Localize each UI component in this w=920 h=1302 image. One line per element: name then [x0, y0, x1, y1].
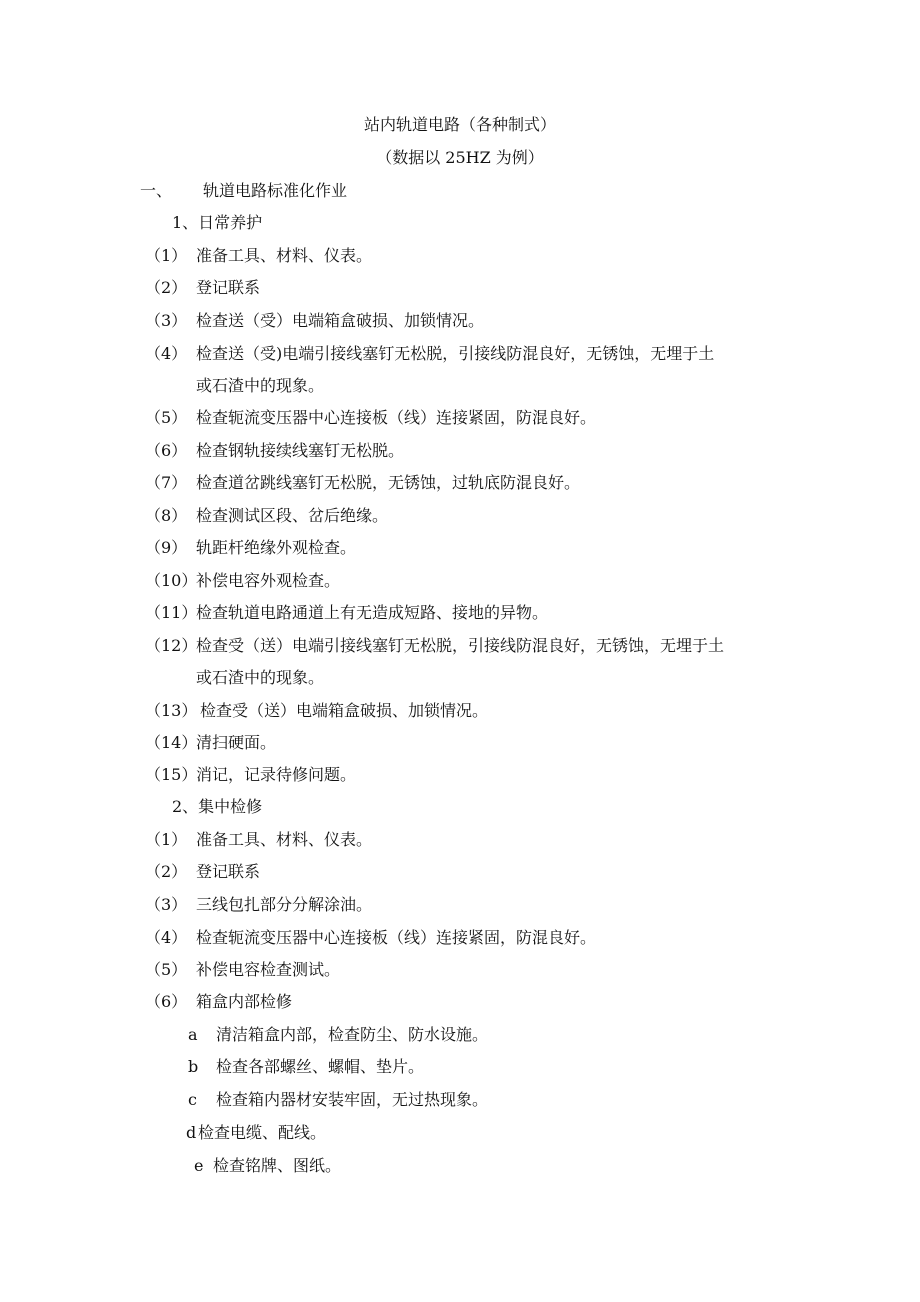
list-item-text: 补偿电容外观检查。 — [196, 571, 341, 590]
list-item-number: （15） — [145, 765, 198, 784]
list-item-number: （3） — [145, 895, 188, 914]
list-item-text: 检查受（送）电端引接线塞钉无松脱，引接线防混良好，无锈蚀，无埋于土 — [196, 636, 725, 655]
list-item-text: 检查受（送）电端箱盒破损、加锁情况。 — [200, 701, 489, 720]
list-item-text: 登记联系 — [196, 862, 261, 881]
list-item-text: 补偿电容检查测试。 — [196, 960, 341, 979]
list-item-number: （11） — [145, 603, 198, 622]
list-item-text: 检查钢轨接续线塞钉无松脱。 — [196, 441, 405, 460]
list-item-text: 检查道岔跳线塞钉无松脱，无锈蚀，过轨底防混良好。 — [196, 473, 581, 492]
list-item-number: （6） — [145, 992, 188, 1011]
list-item-number: （4） — [145, 928, 188, 947]
sub-item-text: 检查电缆、配线。 — [198, 1123, 327, 1142]
list-item-number: （3） — [145, 311, 188, 330]
section-heading: 轨道电路标准化作业 — [203, 181, 348, 200]
list-item-text: 检查轨道电路通道上有无造成短路、接地的异物。 — [196, 603, 549, 622]
list-item-continuation: 或石渣中的现象。 — [196, 668, 325, 687]
list-item-continuation: 或石渣中的现象。 — [196, 376, 325, 395]
sub-item-letter: d — [186, 1123, 197, 1142]
list-item-number: （14） — [145, 733, 198, 752]
list-item-number: （7） — [145, 473, 188, 492]
list-item-number: （10） — [145, 571, 198, 590]
sub-item-text: 检查箱内器材安装牢固，无过热现象。 — [216, 1090, 489, 1109]
list-item-text: 检查送（受）电端箱盒破损、加锁情况。 — [196, 311, 485, 330]
list-item-text: 检查测试区段、岔后绝缘。 — [196, 506, 389, 525]
list-item-number: （13） — [145, 701, 198, 720]
list-item-text: 箱盒内部检修 — [196, 992, 293, 1011]
sub-item-letter: e — [194, 1156, 204, 1175]
sub-item-text: 检查各部螺丝、螺帽、垫片。 — [216, 1057, 425, 1076]
list-item-number: （4） — [145, 344, 188, 363]
list-item-number: （9） — [145, 538, 188, 557]
list-item-text: 轨距杆绝缘外观检查。 — [196, 538, 357, 557]
list-item-text: 检查轭流变压器中心连接板（线）连接紧固，防混良好。 — [196, 928, 597, 947]
list-item-number: （2） — [145, 862, 188, 881]
list-item-number: （2） — [145, 278, 188, 297]
list-item-number: （12） — [145, 636, 198, 655]
sub-item-letter: b — [188, 1057, 199, 1076]
sub-item-text: 清洁箱盒内部，检查防尘、防水设施。 — [216, 1025, 489, 1044]
sub-item-letter: c — [188, 1090, 197, 1109]
list-item-number: （6） — [145, 441, 188, 460]
list-item-text: 消记，记录待修问题。 — [196, 765, 357, 784]
subsection-heading-daily: 1、日常养护 — [172, 213, 263, 232]
list-item-number: （5） — [145, 408, 188, 427]
list-item-number: （5） — [145, 960, 188, 979]
list-item-number: （8） — [145, 506, 188, 525]
list-item-text: 登记联系 — [196, 278, 261, 297]
list-item-text: 三线包扎部分分解涂油。 — [196, 895, 373, 914]
page-subtitle: （数据以 25HZ 为例） — [376, 148, 544, 167]
section-number: 一、 — [140, 181, 173, 200]
list-item-text: 准备工具、材料、仪表。 — [196, 246, 373, 265]
sub-item-letter: a — [188, 1025, 198, 1044]
subsection-heading-central: 2、集中检修 — [172, 797, 263, 816]
page-title: 站内轨道电路（各种制式） — [363, 115, 556, 134]
list-item-text: 检查送（受)电端引接线塞钉无松脱，引接线防混良好，无锈蚀，无埋于土 — [196, 344, 715, 363]
list-item-text: 清扫硬面。 — [196, 733, 277, 752]
list-item-number: （1） — [145, 246, 188, 265]
sub-item-text: 检查铭牌、图纸。 — [213, 1156, 342, 1175]
list-item-text: 检查轭流变压器中心连接板（线）连接紧固，防混良好。 — [196, 408, 597, 427]
list-item-text: 准备工具、材料、仪表。 — [196, 830, 373, 849]
list-item-number: （1） — [145, 830, 188, 849]
